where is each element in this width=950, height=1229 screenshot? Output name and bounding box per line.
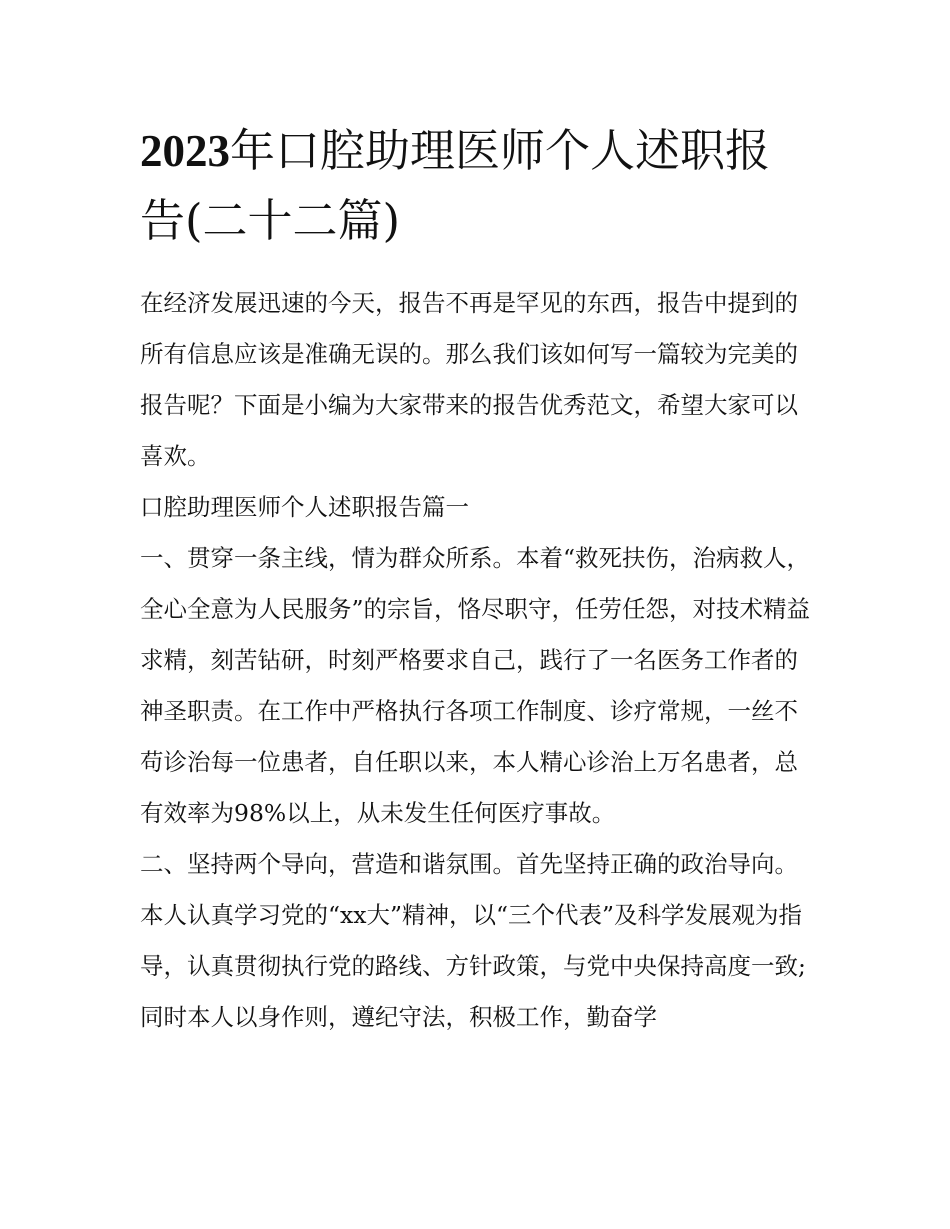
body-paragraph-1: 一、贯穿一条主线，情为群众所系。本着“救死扶伤，治病救人，全心全意为人民服务”的宗旨，恪尽职守，任劳任怨，对技术精益求精，刻苦钻研，时刻严格要求自己，践行了一名医务工作者的神圣职责。在工作中严格执行各项工作制度、诊疗常规，一丝不苟诊治每一位患者，自任职以来，本人精心诊治上万名患者，总有效率为98%以上，从未发生任何医疗事故。: [140, 544, 811, 827]
document-body: [140, 278, 812, 1043]
document-title: [140, 116, 812, 256]
section-heading: 口腔助理医师个人述职报告篇一: [140, 493, 469, 521]
title-year: 2023: [140, 126, 230, 176]
document-page: [140, 116, 812, 1043]
body-paragraph-2: 二、坚持两个导向，营造和谐氛围。首先坚持正确的政治导向。本人认真学习党的“xx大”精神，以“三个代表”及科学发展观为指导，认真贯彻执行党的路线、方针政策，与党中央保持高度一致;同时本人以身作则，遵纪守法，积极工作，勤奋学: [140, 850, 806, 1031]
title-text: 年口腔助理医师个人述职报告(二十二篇): [140, 124, 771, 247]
intro-paragraph: 在经济发展迅速的今天，报告不再是罕见的东西，报告中提到的所有信息应该是准确无误的。那么我们该如何写一篇较为完美的报告呢？下面是小编为大家带来的报告优秀范文，希望大家可以喜欢。: [140, 289, 798, 470]
